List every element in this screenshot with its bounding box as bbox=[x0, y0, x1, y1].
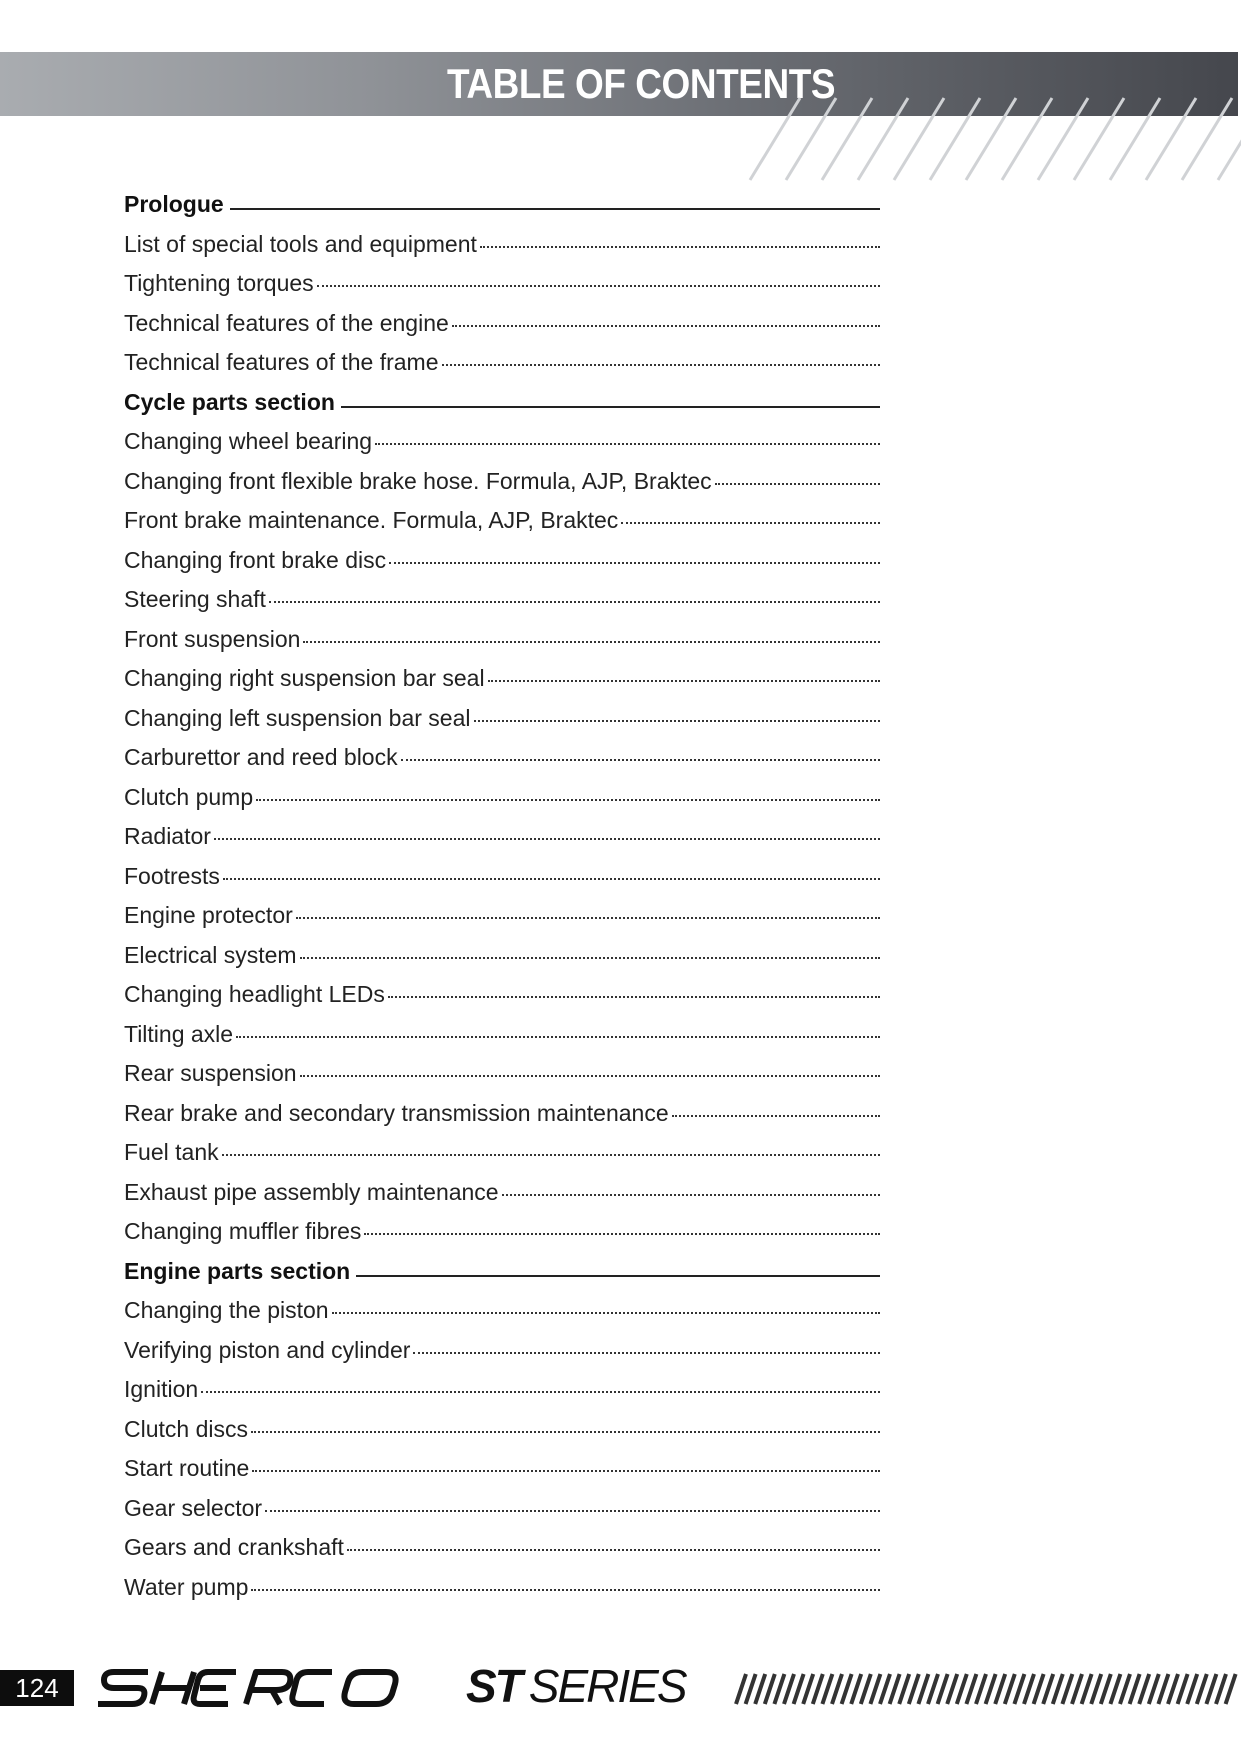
toc-entry bbox=[124, 620, 880, 660]
decor-stripe bbox=[746, 1674, 756, 1704]
decor-stripe bbox=[1149, 1674, 1159, 1704]
decor-stripe bbox=[1110, 1674, 1120, 1704]
entry-title: Radiator bbox=[124, 823, 211, 849]
toc-entry bbox=[124, 1449, 880, 1489]
toc-entry bbox=[124, 462, 880, 502]
decor-stripe bbox=[1091, 1674, 1101, 1704]
decor-stripe bbox=[976, 1674, 986, 1704]
toc-entry bbox=[124, 1370, 880, 1410]
toc-entry bbox=[124, 659, 880, 699]
decor-stripe bbox=[957, 1674, 967, 1704]
entry-title: Changing wheel bearing bbox=[124, 428, 373, 454]
decor-stripe bbox=[1216, 1674, 1226, 1704]
toc-entry bbox=[124, 580, 880, 620]
decor-stripe bbox=[890, 1674, 900, 1704]
toc-entry bbox=[124, 1173, 880, 1213]
entry-title: Engine protector bbox=[124, 902, 293, 928]
decor-stripe bbox=[755, 1674, 765, 1704]
dot-leader bbox=[252, 1468, 880, 1472]
dot-leader bbox=[214, 836, 880, 840]
decor-stripe bbox=[1206, 1674, 1216, 1704]
dot-leader bbox=[332, 1310, 880, 1314]
toc-section-heading bbox=[124, 1252, 880, 1292]
entry-title: Rear suspension bbox=[124, 1060, 297, 1086]
page-number: 124 bbox=[0, 1670, 74, 1706]
dot-leader bbox=[413, 1350, 880, 1354]
decor-stripe bbox=[938, 1674, 948, 1704]
section-rule bbox=[341, 404, 880, 408]
toc-entry bbox=[124, 1133, 880, 1173]
toc-entry bbox=[124, 422, 880, 462]
toc-entry bbox=[124, 1331, 880, 1371]
entry-title: Front brake maintenance. Formula, AJP, Braktec bbox=[124, 507, 619, 533]
entry-title: Changing left suspension bar seal bbox=[124, 704, 471, 731]
decor-stripe bbox=[1158, 1674, 1168, 1704]
dot-leader bbox=[672, 1113, 880, 1117]
entry-title: Changing the piston bbox=[124, 1297, 329, 1323]
section-rule bbox=[230, 206, 880, 210]
decor-stripe bbox=[1005, 1674, 1015, 1704]
entry-title: Tightening torques bbox=[124, 270, 314, 296]
decor-stripe bbox=[928, 1674, 938, 1704]
toc-entry bbox=[124, 501, 880, 541]
entry-title: Changing muffler fibres bbox=[124, 1218, 362, 1244]
entry-title: Fuel tank bbox=[124, 1139, 219, 1165]
decor-stripe bbox=[1178, 1674, 1188, 1704]
decor-stripe bbox=[986, 1674, 996, 1704]
dot-leader bbox=[480, 244, 880, 248]
decor-stripe bbox=[1139, 1674, 1149, 1704]
decorative-stripes-footer bbox=[728, 1672, 1240, 1706]
entry-title: Clutch discs bbox=[124, 1415, 248, 1442]
toc-entry bbox=[124, 1212, 880, 1252]
decor-stripe bbox=[1226, 1674, 1236, 1704]
dot-leader bbox=[296, 915, 880, 919]
toc-entry bbox=[124, 936, 880, 976]
dot-leader bbox=[715, 481, 880, 485]
dot-leader bbox=[251, 1429, 880, 1433]
decor-stripe bbox=[1072, 1674, 1082, 1704]
entry-title: Ignition bbox=[124, 1376, 199, 1402]
decor-stripe bbox=[851, 1674, 861, 1704]
decor-stripe bbox=[966, 1674, 976, 1704]
entry-title: Changing front brake disc bbox=[124, 546, 387, 573]
decor-stripe bbox=[1120, 1674, 1130, 1704]
series-word: SERIES bbox=[528, 1660, 686, 1712]
entry-title: Technical features of the frame bbox=[124, 349, 439, 375]
entry-title: Steering shaft bbox=[124, 586, 266, 612]
entry-title: Front suspension bbox=[124, 625, 301, 652]
toc-entry bbox=[124, 1291, 880, 1331]
toc-section-heading bbox=[124, 185, 880, 225]
entry-title: Rear brake and secondary transmission maintenance bbox=[124, 1099, 669, 1126]
dot-leader bbox=[300, 955, 880, 959]
decor-stripe bbox=[909, 1674, 919, 1704]
decor-stripe bbox=[995, 1674, 1005, 1704]
decor-stripe bbox=[842, 1674, 852, 1704]
dot-leader bbox=[303, 639, 880, 643]
toc-entry bbox=[124, 1015, 880, 1055]
dot-leader bbox=[452, 323, 880, 327]
decor-stripe bbox=[899, 1674, 909, 1704]
decor-stripe bbox=[861, 1674, 871, 1704]
dot-leader bbox=[265, 1508, 880, 1512]
decor-stripe bbox=[813, 1674, 823, 1704]
toc-entry bbox=[124, 817, 880, 857]
decor-stripe bbox=[1101, 1674, 1111, 1704]
section-title: Prologue bbox=[124, 191, 224, 217]
toc-entry bbox=[124, 1568, 880, 1608]
decor-stripe bbox=[1043, 1674, 1053, 1704]
toc-section-heading bbox=[124, 383, 880, 423]
decor-stripe bbox=[947, 1674, 957, 1704]
dot-leader bbox=[256, 797, 880, 801]
dot-leader bbox=[223, 876, 880, 880]
section-rule bbox=[356, 1273, 880, 1277]
sherco-logo bbox=[96, 1664, 456, 1716]
decor-stripe bbox=[794, 1674, 804, 1704]
decor-stripe bbox=[1218, 98, 1241, 180]
decor-stripe bbox=[870, 1674, 880, 1704]
toc-entry bbox=[124, 225, 880, 265]
series-st: ST bbox=[466, 1660, 521, 1712]
section-title: Cycle parts section bbox=[124, 388, 335, 415]
entry-title: Clutch pump bbox=[124, 783, 254, 810]
toc-entry bbox=[124, 699, 880, 739]
decor-stripe bbox=[803, 1674, 813, 1704]
dot-leader bbox=[347, 1547, 880, 1551]
toc-entry bbox=[124, 896, 880, 936]
decor-stripe bbox=[784, 1674, 794, 1704]
dot-leader bbox=[442, 362, 881, 366]
page-title: TABLE OF CONTENTS bbox=[446, 60, 836, 107]
decor-stripe bbox=[736, 1674, 746, 1704]
dot-leader bbox=[222, 1152, 880, 1156]
decor-stripe bbox=[765, 1674, 775, 1704]
toc-entry bbox=[124, 304, 880, 344]
entry-title: Verifying piston and cylinder bbox=[124, 1336, 411, 1363]
dot-leader bbox=[236, 1034, 880, 1038]
dot-leader bbox=[474, 718, 880, 722]
entry-title: Gear selector bbox=[124, 1494, 263, 1521]
table-of-contents bbox=[124, 185, 880, 1607]
toc-entry bbox=[124, 343, 880, 383]
series-label bbox=[466, 1662, 686, 1710]
decor-stripe bbox=[1034, 1674, 1044, 1704]
toc-entry bbox=[124, 1489, 880, 1529]
dot-leader bbox=[269, 599, 880, 603]
dot-leader bbox=[251, 1587, 880, 1591]
dot-leader bbox=[488, 678, 880, 682]
dot-leader bbox=[401, 757, 880, 761]
entry-title: Electrical system bbox=[124, 941, 297, 968]
decor-stripe bbox=[1187, 1674, 1197, 1704]
toc-entry bbox=[124, 1094, 880, 1134]
entry-title: Carburettor and reed block bbox=[124, 744, 398, 770]
toc-entry bbox=[124, 857, 880, 897]
entry-title: Changing right suspension bar seal bbox=[124, 665, 485, 691]
dot-leader bbox=[389, 560, 880, 564]
toc-entry bbox=[124, 1410, 880, 1450]
toc-entry bbox=[124, 541, 880, 581]
entry-title: Exhaust pipe assembly maintenance bbox=[124, 1178, 499, 1205]
footer bbox=[0, 1660, 1241, 1720]
dot-leader bbox=[388, 994, 880, 998]
dot-leader bbox=[364, 1231, 880, 1235]
entry-title: Water pump bbox=[124, 1573, 249, 1600]
decor-stripe bbox=[1062, 1674, 1072, 1704]
entry-title: Technical features of the engine bbox=[124, 309, 449, 336]
toc-entry bbox=[124, 778, 880, 818]
entry-title: Changing front flexible brake hose. Formula, AJP, Braktec bbox=[124, 467, 712, 494]
toc-entry bbox=[124, 1054, 880, 1094]
decor-stripe bbox=[1082, 1674, 1092, 1704]
entry-title: Changing headlight LEDs bbox=[124, 981, 385, 1007]
toc-entry bbox=[124, 975, 880, 1015]
decor-stripe bbox=[1014, 1674, 1024, 1704]
dot-leader bbox=[201, 1389, 880, 1393]
section-title: Engine parts section bbox=[124, 1257, 351, 1284]
decor-stripe bbox=[1053, 1674, 1063, 1704]
decor-stripe bbox=[822, 1674, 832, 1704]
dot-leader bbox=[300, 1073, 880, 1077]
decor-stripe bbox=[774, 1674, 784, 1704]
entry-title: Gears and crankshaft bbox=[124, 1534, 344, 1560]
dot-leader bbox=[621, 520, 880, 524]
decor-stripe bbox=[1130, 1674, 1140, 1704]
toc-entry bbox=[124, 264, 880, 304]
decor-stripe bbox=[880, 1674, 890, 1704]
toc-entry bbox=[124, 738, 880, 778]
decor-stripe bbox=[918, 1674, 928, 1704]
decor-stripe bbox=[1168, 1674, 1178, 1704]
entry-title: Start routine bbox=[124, 1455, 250, 1481]
entry-title: Tilting axle bbox=[124, 1020, 234, 1047]
dot-leader bbox=[375, 441, 880, 445]
entry-title: Footrests bbox=[124, 862, 220, 889]
decor-stripe bbox=[1197, 1674, 1207, 1704]
entry-title: List of special tools and equipment bbox=[124, 230, 477, 257]
decor-stripe bbox=[832, 1674, 842, 1704]
dot-leader bbox=[317, 283, 880, 287]
decor-stripe bbox=[1024, 1674, 1034, 1704]
toc-entry bbox=[124, 1528, 880, 1568]
dot-leader bbox=[502, 1192, 880, 1196]
decorative-stripes-header bbox=[720, 40, 1241, 200]
